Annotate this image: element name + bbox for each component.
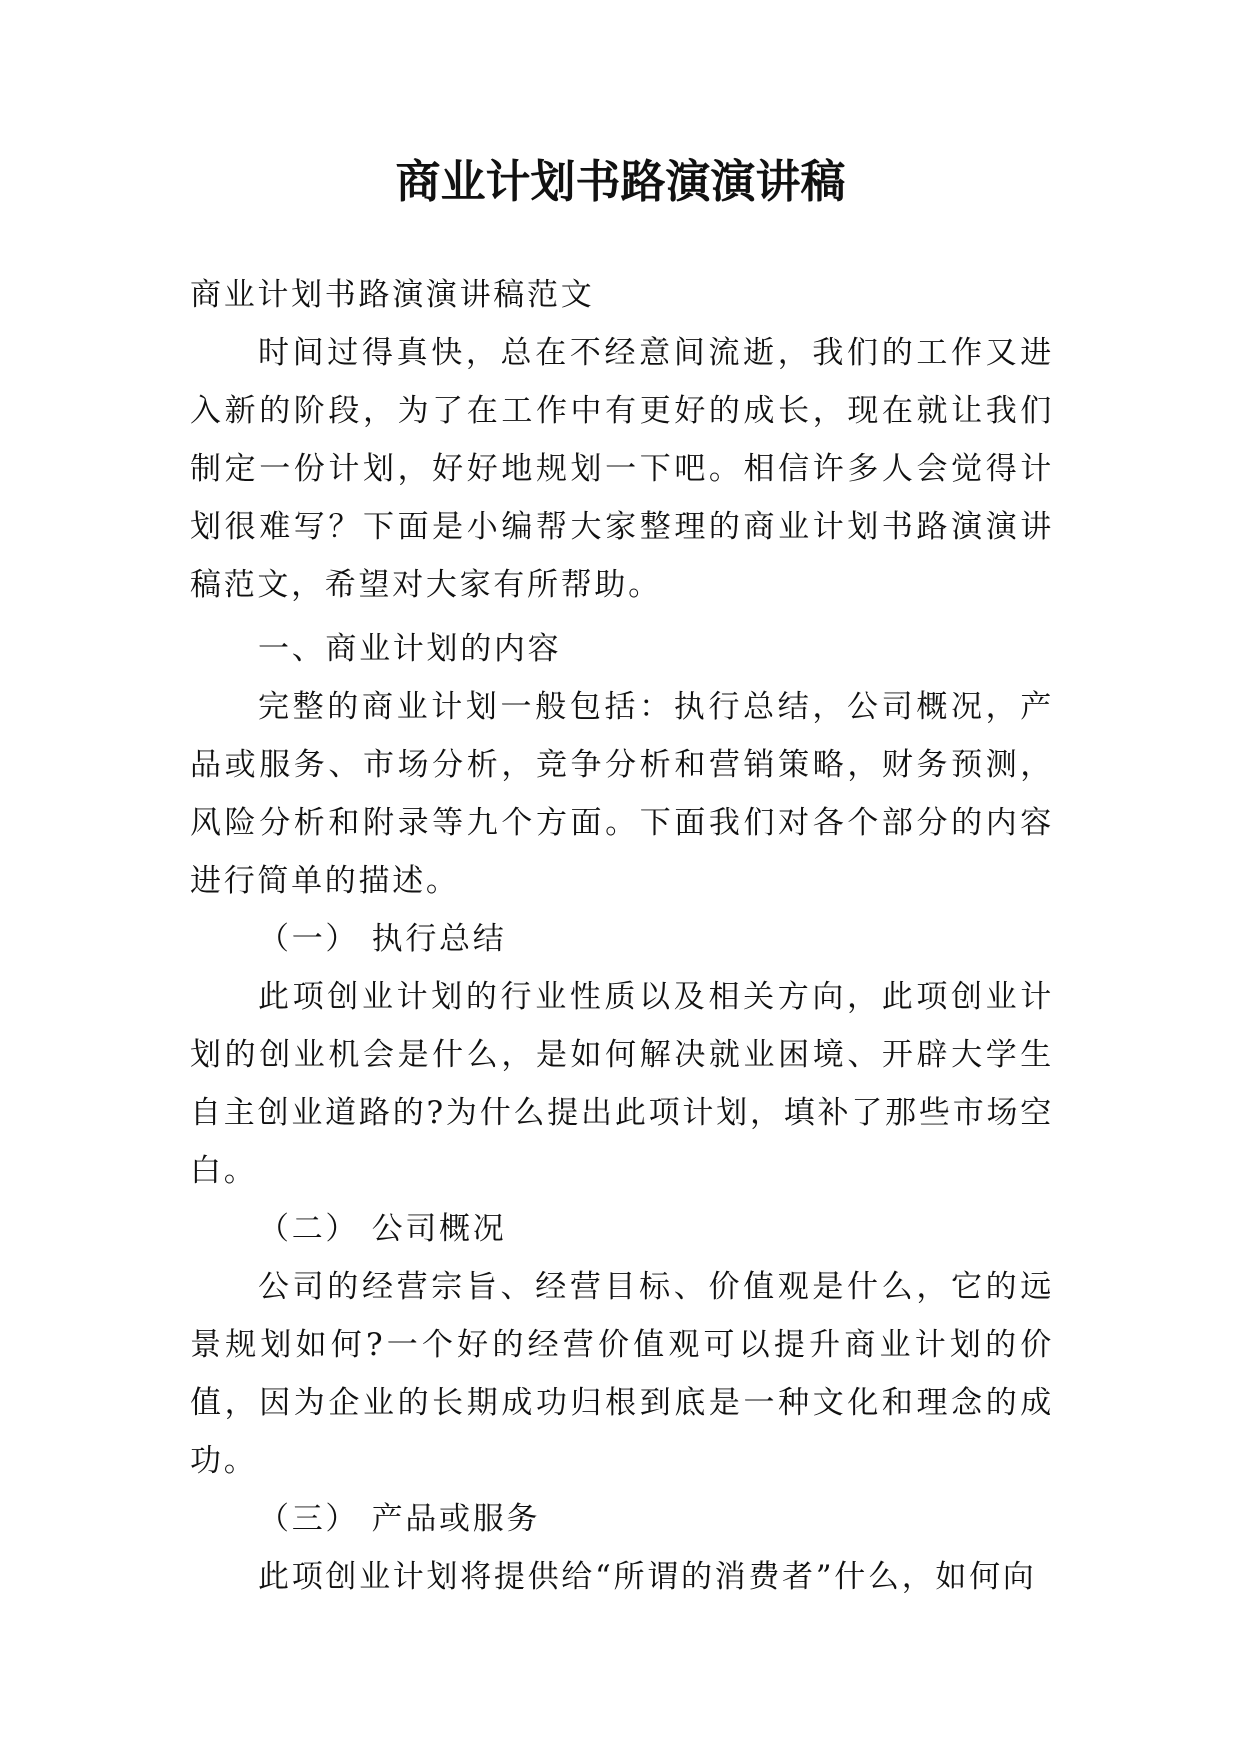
document-body-top — [190, 266, 1054, 614]
section-heading: 一、商业计划的内容 — [258, 631, 562, 667]
intro-paragraph: 时间过得真快，总在不经意间流逝，我们的工作又进入新的阶段，为了在工作中有更好的成长，现在就让我们制定一份计划，好好地规划一下吧。相信许多人会觉得计划很难写？下面是小编帮大家整理的商业计划书路演演讲稿范文，希望对大家有所帮助。 — [190, 335, 1054, 603]
section-paragraph: 完整的商业计划一般包括：执行总结，公司概况，产品或服务、市场分析，竞争分析和营销策略，财务预测，风险分析和附录等九个方面。下面我们对各个部分的内容进行简单的描述。 — [190, 689, 1054, 899]
subsection-paragraph: 公司的经营宗旨、经营目标、价值观是什么，它的远景规划如何?一个好的经营价值观可以提升商业计划的价值，因为企业的长期成功归根到底是一种文化和理念的成功。 — [190, 1269, 1054, 1479]
subsection-heading: （二） 公司概况 — [258, 1211, 507, 1247]
subsection-heading: （三） 产品或服务 — [258, 1501, 541, 1537]
document-title: 商业计划书路演演讲稿 — [395, 155, 846, 208]
subsection-heading: （一） 执行总结 — [258, 921, 507, 957]
document-subtitle: 商业计划书路演演讲稿范文 — [190, 277, 595, 313]
subsection-paragraph: 此项创业计划将提供给“所谓的消费者”什么，如何向 — [258, 1559, 1037, 1595]
document-body-main — [190, 620, 1054, 1606]
subsection-paragraph: 此项创业计划的行业性质以及相关方向，此项创业计划的创业机会是什么，是如何解决就业困境、开辟大学生自主创业道路的?为什么提出此项计划，填补了那些市场空白。 — [190, 979, 1054, 1189]
